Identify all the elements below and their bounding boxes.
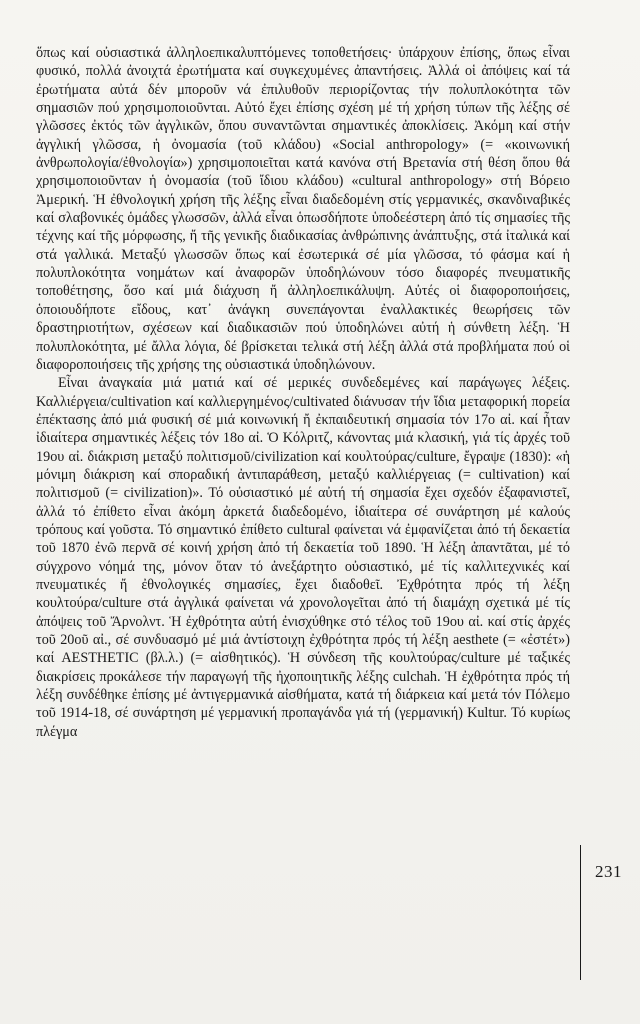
- page-number: 231: [595, 862, 622, 881]
- paragraph-2: Εἶναι ἀναγκαία μιά ματιά καί σέ μερικές συνδεδεμένες καί παράγωγες λέξεις. Καλλιέργεια/cultivation καί καλλιεργημένος/cultivated διάνυσαν τήν ἴδια μεταφορική πορεία ἐπέκτασης ἀπό μιά φυσική σέ μιά κοινωνική ἤ ἐκπαιδευτική σημασία τόν 17ο αἰ. καί ἦταν ἰδιαίτερα σημαντικές λέξεις τόν 18ο αἰ. Ὁ Κόλριτζ, κάνοντας μιά κλασική, γιά τίς ἀρχές τοῦ 19ου αἰ. διάκριση μεταξύ πολιτισμοῦ/civilization καί κουλτούρας/culture, ἔγραψε (1830): «ἡ μόνιμη διάκριση καί σποραδική ἀντιπαράθεση, μεταξύ καλλιέργειας (= cultivation) καί πολιτισμοῦ (= civilization)». Τό οὐσιαστικό μέ αὐτή τή σημασία ἔχει σχεδόν ἐξαφανιστεῖ, ἀλλά τό ἐπίθετο εἶναι ἀκόμη ἀρκετά διαδεδομένο, ἰδιαίτερα σέ συνάρτηση μέ καλούς τρόπους καί γοῦστα. Τό σημαντικό ἐπίθετο cultural φαίνεται νά ἐμφανίζεται ἀπό τή δεκαετία τοῦ 1870 ἐνῶ περνᾶ σέ κοινή χρήση ἀπό τή δεκαετία τοῦ 1890. Ἡ λέξη ἀπαντᾶται, μέ τό σύγχρονο νόημά της, μόνον ὅταν τό ἀνεξάρτητο οὐσιαστικό, μέ τίς καλλιτεχνικές καί πνευματικές ἤ ἐθνολογικές σημασίες, ἔχει διαδοθεῖ. Ἐχθρότητα πρός τή λέξη κουλτούρα/culture στά ἀγγλικά φαίνεται νά χρονολογεῖται ἀπό τή διαμάχη σχετικά μέ τίς ἀπόψεις τοῦ Ἄρνολντ. Ἡ ἐχθρότητα αὐτή ἐνισχύθηκε στό τέλος τοῦ 19ου αἰ. καί στίς ἀρχές τοῦ 20οῦ αἰ., σέ συνδυασμό μέ μιά ἀντίστοιχη ἐχθρότητα πρός τή λέξη aesthete (= «ἐστέτ») καί AESTHETIC (βλ.λ.) (= αἰσθητικός). Ἡ σύνδεση τῆς κουλτούρας/culture μέ ταξικές διακρίσεις προκάλεσε τήν παραγωγή τῆς ἠχοποιητικῆς λέξης culchah. Ἡ ἐχθρότητα πρός τή λέξη συνδέθηκε ἐπίσης μέ ἀντιγερμανικά αἰσθήματα, κατά τή διάρκεια καί μετά τόν Πόλεμο τοῦ 1914-18, σέ συνάρτηση μέ γερμανική προπαγάνδα γιά τή (γερμανική) Kultur. Τό κυρίως πλέγμα: [36, 375, 570, 740]
- body-text: [36, 44, 570, 741]
- paragraph-1: ὅπως καί οὐσιαστικά ἀλληλοεπικαλυπτόμενες τοποθετήσεις· ὑπάρχουν ἐπίσης, ὅπως εἶναι φυσικό, πολλά ἀνοιχτά ἐρωτήματα καί συγκεχυμένες ἀπαντήσεις. Ἀλλά οἱ ἀπόψεις καί τά ἐρωτήματα αὐτά δέν μποροῦν νά ἐπιλυθοῦν περιορίζοντας τήν πολυπλοκότητα τῶν σημασιῶν πού χρησιμοποιοῦνται. Αὐτό ἔχει ἐπίσης σχέση μέ τή χρήση τύπων τῆς λέξης σέ γλῶσσες ἐκτός τῶν ἀγγλικῶν, ὅπου συναντῶνται σημαντικές ἀποκλίσεις. Ἀκόμη καί στήν ἀγγλική γλῶσσα, ἡ ὀνομασία (τοῦ κλάδου) «Social anthropology» (= «κοινωνική ἀνθρωπολογία/ἐθνολογία») χρησιμοποιεῖται κατά κανόνα στή Βρετανία στή θέση ὅπου θά χρησιμοποιοῦνταν ἡ ὀνομασία (τοῦ ἴδιου κλάδου) «cultural anthropology» στή Βόρειο Ἀμερική. Ἡ ἐθνολογική χρήση τῆς λέξης εἶναι διαδεδομένη στίς γερμανικές, σκανδιναβικές καί σλαβονικές ὁμάδες γλωσσῶν, ἀλλά εἶναι ὁπωσδήποτε ὑποδεέστερη ἀπό τίς σημασίες τῆς τέχνης καί τῆς μόρφωσης, ἤ τῆς γενικῆς διαδικασίας ἀνθρώπινης ἀνάπτυξης, στά ἰταλικά καί στά γαλλικά. Μεταξύ γλωσσῶν ὅπως καί ἐσωτερικά σέ μία γλῶσσα, τό φάσμα καί ἡ πολυπλοκότητα νοημάτων καί ἀναφορῶν ὑποδηλώνουν τόσο διαφορές πνευματικῆς τοποθέτησης, ὅσο καί μιά διάχυση ἤ ἀλληλοεπικάλυψη. Αὐτές οἱ διαφοροποιήσεις, ὁποιουδήποτε εἴδους, κατ᾽ ἀνάγκη συνεπάγονται ἐναλλακτικές θεωρήσεις τῶν δραστηριοτήτων, σχέσεων καί διαδικασιῶν πού ὑποδηλώνει αὐτή ἡ σύνθετη λέξη. Ἡ πολυπλοκότητα, μέ ἄλλα λόγια, δέ βρίσκεται τελικά στή λέξη ἀλλά στά προβλήματα πού οἱ διαφοροποιήσεις τῆς χρήσης της οὐσιαστικά ὑποδηλώνουν.: [36, 45, 570, 373]
- margin-rule: [580, 845, 581, 980]
